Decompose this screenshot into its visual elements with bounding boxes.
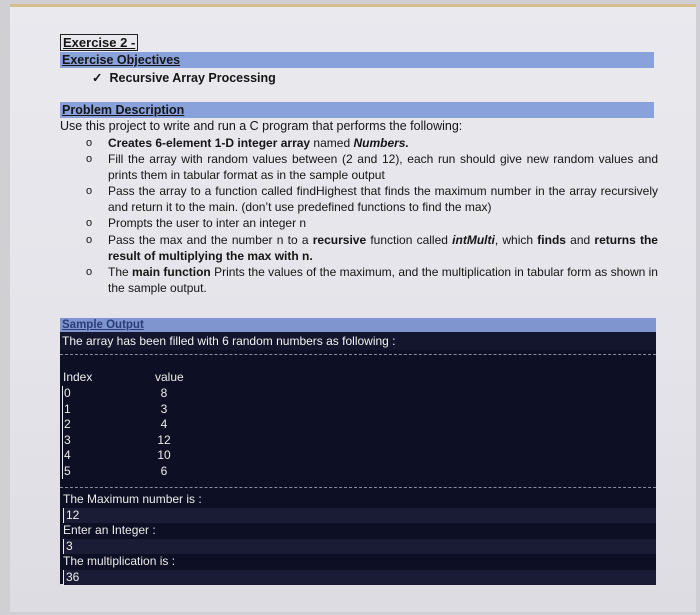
problem-intro: Use this project to write and run a C program that performs the following:	[60, 119, 463, 133]
bullet-text: returns the result of multiplying the max with n.	[108, 233, 658, 263]
bullet-text: main function	[132, 265, 211, 279]
bullet-text: Prints the values of the maximum, and the multiplication in tabular form as shown in the sample output.	[108, 265, 658, 295]
index-cell: 2	[62, 417, 74, 433]
bullet-text: Pass the max and the number n to a	[108, 233, 313, 247]
bullet-text: and	[565, 233, 595, 247]
index-cell: 1	[62, 402, 74, 418]
bullet-text: Creates 6-element 1-D integer array	[108, 136, 311, 150]
sample-output-heading	[60, 318, 656, 332]
bullet-circle-icon: o	[86, 185, 93, 197]
problem-bullet	[60, 135, 660, 151]
index-column	[62, 386, 74, 479]
bullet-text: intMulti	[452, 233, 495, 247]
objectives-heading	[60, 52, 654, 68]
console-first-line: The array has been filled with 6 random numbers as following :	[60, 332, 656, 350]
objectives-title: Exercise Objectives	[62, 53, 181, 67]
value-column-header: value	[155, 370, 184, 384]
problem-bullet-list	[60, 135, 660, 296]
exercise-title	[60, 34, 660, 52]
page-top-edge	[10, 4, 696, 7]
sample-output-section	[60, 318, 656, 584]
exercise-title-text: Exercise 2 -	[60, 34, 138, 51]
bullet-text: finds	[537, 233, 566, 247]
bullet-text: , which	[494, 233, 538, 247]
index-cell: 3	[62, 433, 74, 449]
enter-integer-prompt: Enter an Integer :	[63, 523, 156, 537]
sample-output-title: Sample Output	[62, 319, 144, 331]
max-label: The Maximum number is :	[63, 492, 202, 506]
problem-bullet	[60, 215, 660, 231]
console-window	[60, 332, 656, 584]
bullet-text: Fill the array with random values between (2 and 12), each run should give new random values and prints them in tabular format as in the sample output	[108, 152, 658, 182]
dashed-separator	[60, 487, 656, 488]
bullet-circle-icon: o	[86, 137, 93, 149]
bullet-text: recursive	[312, 233, 367, 247]
problem-bullet	[60, 264, 660, 296]
value-cell: 12	[157, 432, 171, 447]
multiplication-label: The multiplication is :	[63, 554, 176, 568]
max-value: 12	[63, 508, 656, 524]
problem-bullet	[60, 183, 660, 215]
entered-integer: 3	[63, 539, 656, 555]
bullet-text: Prompts the user to inter an integer n	[108, 216, 307, 230]
value-cell: 3	[160, 401, 168, 416]
index-cell: 5	[62, 464, 74, 480]
value-cell: 8	[160, 386, 168, 400]
console-output	[63, 492, 656, 585]
problem-bullet	[60, 151, 660, 183]
bullet-circle-icon: o	[86, 266, 93, 278]
value-cell: 6	[160, 463, 168, 478]
multiplication-value: 36	[63, 570, 656, 586]
index-cell: 0	[62, 386, 74, 402]
objective-item-text: Recursive Array Processing	[109, 71, 276, 85]
bullet-text: The	[108, 265, 133, 279]
index-column-header: Index	[63, 370, 93, 384]
exercise-content	[60, 34, 660, 296]
problem-bullet	[60, 232, 660, 264]
checkmark-icon: ✓	[92, 71, 103, 85]
value-column	[154, 386, 174, 479]
document-page	[10, 4, 696, 612]
problem-heading	[60, 102, 654, 118]
index-cell: 4	[62, 448, 74, 464]
bullet-circle-icon: o	[86, 217, 93, 229]
bullet-text: Numbers.	[353, 136, 409, 150]
bullet-text: named	[310, 136, 354, 150]
bullet-circle-icon: o	[86, 153, 93, 165]
dashed-separator	[60, 354, 656, 355]
problem-title: Problem Description	[62, 103, 185, 117]
value-cell: 10	[157, 448, 171, 462]
bullet-circle-icon: o	[86, 234, 93, 246]
bullet-text: function called	[366, 233, 453, 247]
objective-item	[60, 68, 660, 88]
bullet-text: Pass the array to a function called findHighest that finds the maximum number in the array recursively and return it to the main. (don’t use predefined functions to find the max)	[108, 184, 658, 214]
value-cell: 4	[160, 417, 168, 431]
